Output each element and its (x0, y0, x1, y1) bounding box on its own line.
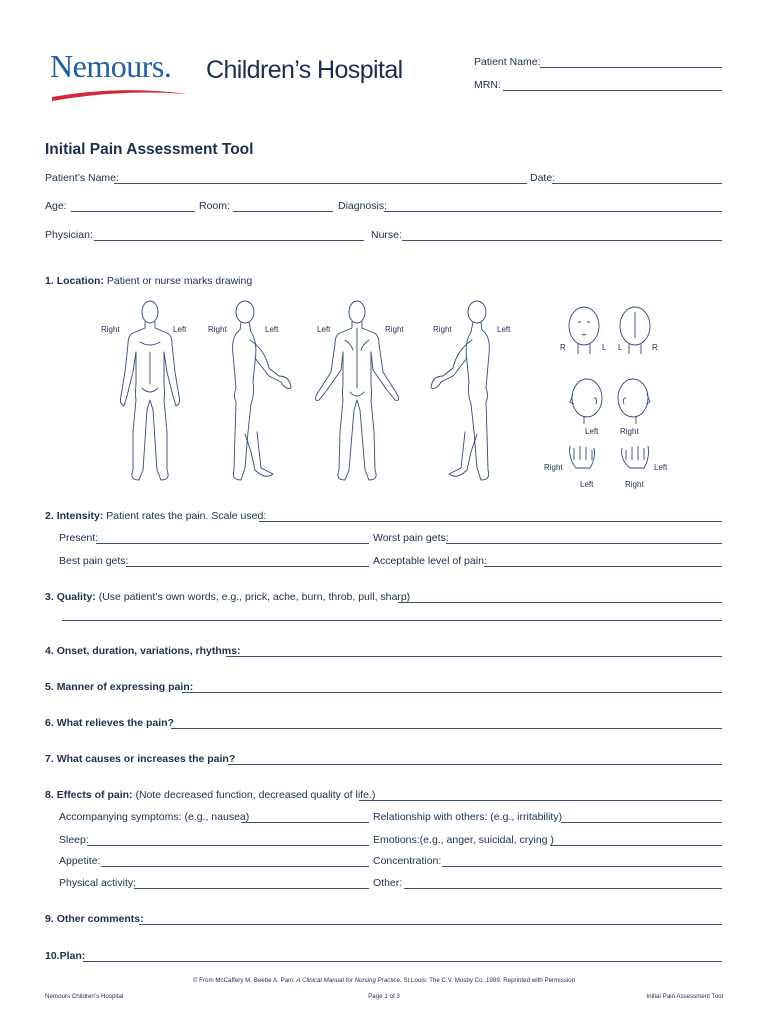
relieves-field[interactable] (171, 728, 722, 729)
onset-heading (45, 645, 240, 658)
causes-number: 7. (45, 753, 54, 765)
comments-field[interactable] (139, 924, 722, 925)
intensity-label: Intensity: (56, 510, 104, 522)
location-label: Location: (56, 275, 104, 287)
label-head-side-left: Left (585, 427, 599, 436)
quality-text: (Use patient’s own words, e.g., prick, ache, burn, throb, pull, sharp) (98, 591, 411, 603)
nurse-label: Nurse: (371, 229, 402, 241)
label-hands-left2: Left (654, 463, 668, 472)
label-head-back-r: R (652, 343, 658, 352)
head-back (620, 307, 650, 354)
best-field[interactable] (126, 566, 369, 567)
diagnosis-field[interactable] (384, 211, 722, 212)
label-back-right: Right (385, 325, 404, 334)
sleep-field[interactable] (87, 845, 369, 846)
physical-activity-field[interactable] (134, 888, 369, 889)
label-hands-left1: Left (580, 480, 594, 489)
nurse-field[interactable] (402, 240, 722, 241)
logo-swoosh (50, 83, 190, 105)
effects-text: (Note decreased function, decreased quality of life.) (135, 789, 376, 801)
intensity-number: 2. (45, 510, 54, 522)
effects-number: 8. (45, 789, 54, 801)
causes-field[interactable] (228, 764, 722, 765)
onset-number: 4. (45, 645, 54, 657)
manner-field[interactable] (182, 692, 722, 693)
logo-hospital-name: Children’s Hospital (206, 56, 403, 84)
citation (0, 977, 768, 985)
plan-number: 10. (45, 950, 60, 962)
acceptable-field[interactable] (484, 566, 722, 567)
intensity-scale-field[interactable] (259, 521, 722, 522)
intensity-heading (45, 510, 266, 523)
emotions-field[interactable] (550, 845, 722, 846)
accompanying-field[interactable] (241, 822, 369, 823)
present-field[interactable] (96, 543, 369, 544)
label-side1-left: Left (265, 325, 279, 334)
head-side-right (618, 379, 650, 424)
accompanying-label: Accompanying symptoms: (e.g., nausea) (59, 811, 250, 823)
physician-field[interactable] (94, 240, 364, 241)
manner-label: Manner of expressing pain: (56, 681, 194, 693)
label-head-back-l: L (618, 343, 623, 352)
head-side-left (570, 379, 602, 424)
relieves-heading (45, 717, 174, 730)
intensity-text: Patient rates the pain. Scale used: (106, 510, 267, 522)
age-field[interactable] (71, 211, 195, 212)
quality-heading (45, 591, 410, 604)
relationship-field[interactable] (561, 822, 722, 823)
label-head-side-right: Right (620, 427, 639, 436)
other-label: Other: (373, 877, 403, 889)
causes-heading (45, 753, 235, 766)
comments-heading (45, 913, 144, 926)
sleep-label: Sleep: (59, 834, 89, 846)
onset-field[interactable] (226, 656, 722, 657)
plan-field[interactable] (83, 961, 722, 962)
present-label: Present: (59, 532, 99, 544)
date-field[interactable] (552, 183, 722, 184)
quality-number: 3. (45, 591, 54, 603)
label-back-left: Left (317, 325, 331, 334)
location-heading (45, 275, 252, 288)
label-front-left: Left (173, 325, 187, 334)
quality-field-2[interactable] (62, 620, 722, 621)
relationship-label: Relationship with others: (e.g., irritability) (373, 811, 563, 823)
acceptable-label: Acceptable level of pain: (373, 555, 487, 567)
worst-field[interactable] (446, 543, 722, 544)
page-title: Initial Pain Assessment Tool (45, 141, 254, 158)
plan-heading (45, 950, 85, 963)
comments-label: Other comments: (56, 913, 144, 925)
physician-label: Physician: (45, 229, 93, 241)
concentration-label: Concentration: (373, 855, 442, 867)
footer-page-number: Page 1 of 3 (368, 993, 400, 1000)
causes-label: What causes or increases the pain? (56, 753, 236, 765)
mrn-label: MRN: (474, 79, 501, 91)
hands (570, 446, 649, 468)
label-side1-right: Right (208, 325, 227, 334)
mrn-field[interactable] (503, 90, 722, 91)
quality-label: Quality: (56, 591, 96, 603)
plan-label: Plan: (59, 950, 86, 962)
onset-label: Onset, duration, variations, rhythms: (56, 645, 241, 657)
patient-name-header-field[interactable] (540, 67, 722, 68)
room-field[interactable] (233, 211, 333, 212)
appetite-label: Appetite: (59, 855, 101, 867)
head-front (569, 307, 599, 354)
age-label: Age: (45, 200, 67, 212)
citation-pre: © From McCaffery M, Beebe A. Pain: (192, 977, 297, 984)
label-side2-right: Right (433, 325, 452, 334)
location-text: Patient or nurse marks drawing (106, 275, 253, 287)
citation-post: . St Louis: The C.V. Mosby Co.,1989. Reprinted with Permission (400, 977, 576, 984)
label-front-right: Right (101, 325, 120, 334)
footer-right: Initial Pain Assessment Tool (646, 993, 723, 1000)
date-label: Date: (530, 172, 556, 184)
effects-field[interactable] (359, 800, 722, 801)
concentration-field[interactable] (442, 866, 722, 867)
logo-brand: Nemours. (50, 48, 172, 84)
relieves-number: 6. (45, 717, 54, 729)
room-label: Room: (199, 200, 230, 212)
body-front-figure (120, 301, 179, 480)
footer-left: Nemours Children’s Hospital (45, 993, 124, 1000)
body-diagram[interactable] (95, 292, 535, 492)
manner-heading (45, 681, 193, 694)
manner-number: 5. (45, 681, 54, 693)
label-head-front-r: R (560, 343, 566, 352)
worst-label: Worst pain gets: (373, 532, 449, 544)
other-field[interactable] (404, 888, 722, 889)
appetite-field[interactable] (101, 866, 369, 867)
effects-heading (45, 789, 375, 802)
emotions-label: Emotions:(e.g., anger, suicidal, crying ) (373, 834, 554, 846)
relieves-label: What relieves the pain? (56, 717, 174, 729)
body-side-figure-right (233, 301, 291, 480)
patients-name-label: Patient’s Name: (45, 172, 119, 184)
label-hands-right1: Right (544, 463, 563, 472)
comments-number: 9. (45, 913, 54, 925)
label-side2-left: Left (497, 325, 511, 334)
patient-name-header-label: Patient Name: (474, 56, 541, 68)
head-hands-diagram[interactable] (540, 298, 680, 496)
best-label: Best pain gets: (59, 555, 129, 567)
diagnosis-label: Diagnosis: (338, 200, 388, 212)
location-number: 1. (45, 275, 54, 287)
effects-label: Effects of pain: (56, 789, 133, 801)
quality-field-1[interactable] (398, 602, 722, 603)
physical-activity-label: Physical activity: (59, 877, 137, 889)
patients-name-field[interactable] (114, 183, 527, 184)
label-hands-right2: Right (625, 480, 644, 489)
citation-title: A Clinical Manual for Nursing Practice (296, 977, 401, 984)
label-head-front-l: L (602, 343, 607, 352)
